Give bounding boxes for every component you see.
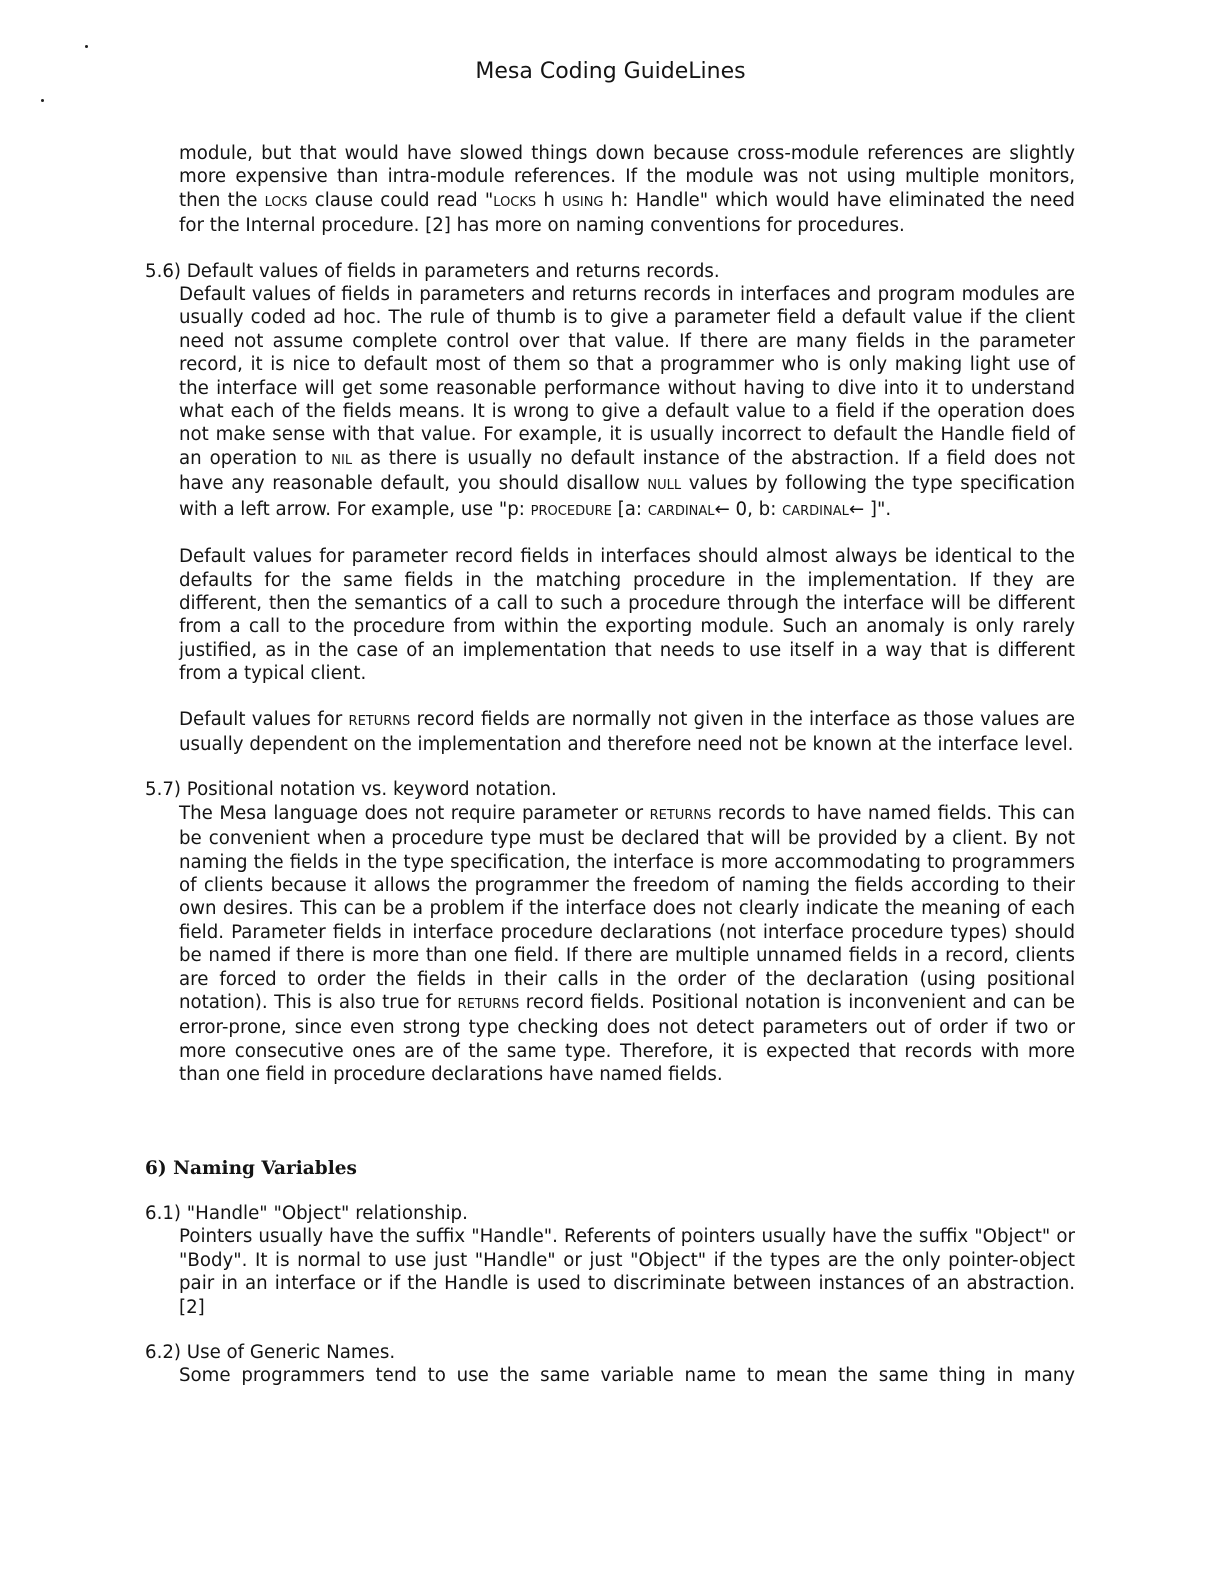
section-heading-5-7: 5.7) Positional notation vs. keyword notation. <box>145 779 557 801</box>
section-6 <box>145 1157 1075 1388</box>
intro-paragraph: module, but that would have slowed things down because cross-module references are slightly more expensive than intra-module references. If the module was not using multiple monitors, then the LOCKS clause could read "LOCKS h USING h: Handle" which would have eliminated the need for the Internal procedure. [2] has more on naming conventions for procedures. <box>179 143 1075 237</box>
section-heading-5-6: 5.6) Default values of fields in parameters and returns records. <box>145 260 720 282</box>
section-5-6-paragraph-1: Default values of fields in parameters and returns records in interfaces and program modules are usually coded ad hoc. The rule of thumb is to give a parameter field a default value if the client need not assume complete control over that value. If there are many fields in the parameter record, it is nice to default most of them so that a programmer who is only making light use of the interface will get some reasonable performance without having to dive into it to understand what each of the fields means. It is wrong to give a default value to a field if the operation does not make sense with that value. For example, it is usually incorrect to default the Handle field of an operation to NIL as there is usually no default instance of the abstraction. If a field does not have any reasonable default, you should disallow NULL values by following the type specification with a left arrow. For example, use "p: PROCEDURE [a: CARDINAL← 0, b: CARDINAL← ]". <box>179 284 1075 520</box>
section-heading-6: 6) Naming Variables <box>145 1157 357 1179</box>
section-5-6-paragraph-2: Default values for parameter record fields in interfaces should almost always be identical to the defaults for the same fields in the matching procedure in the implementation. If they are different, then the semantics of a call to such a procedure through the interface will be different from a call to the procedure from within the exporting module. Such an anomaly is only rarely justified, as in the case of an implementation that needs to use itself in a way that is different from a typical client. <box>179 546 1075 685</box>
section-6-1 <box>145 1202 1075 1319</box>
document-body <box>145 142 1075 1388</box>
section-heading-6-1: 6.1) "Handle" "Object" relationship. <box>145 1203 468 1225</box>
section-5-6-paragraph-3: Default values for RETURNS record fields are normally not given in the interface as those values are usually dependent on the implementation and therefore need not be known at the interface level. <box>179 708 1075 755</box>
section-6-2-paragraph: Some programmers tend to use the same variable name to mean the same thing in many <box>179 1365 1075 1387</box>
section-5-7-paragraph: The Mesa language does not require parameter or RETURNS records to have named fields. This can be convenient when a procedure type must be declared that will be provided by a client. By not naming the fields in the type specification, the interface is more accommodating to programmers of clients because it allows the programmer the freedom of naming the fields according to their own desires. This can be a problem if the interface does not clearly indicate the meaning of each field. Parameter fields in interface procedure declarations (not interface procedure types) should be named if there is more than one field. If there are multiple unnamed fields in a record, clients are forced to order the fields in their calls in the order of the declaration (using positional notation). This is also true for RETURNS record fields. Positional notation is inconvenient and can be error-prone, since even strong type checking does not detect parameters out of order if two or more consecutive ones are of the same type. Therefore, it is expected that records with more than one field in procedure declarations have named fields. <box>179 802 1075 1086</box>
section-5-6 <box>145 260 1075 757</box>
section-5-7 <box>145 778 1075 1086</box>
page-title: Mesa Coding GuideLines <box>475 59 746 84</box>
section-heading-6-2: 6.2) Use of Generic Names. <box>145 1342 396 1364</box>
section-6-2 <box>145 1341 1075 1388</box>
scan-speck <box>85 45 88 48</box>
scan-speck <box>41 99 44 102</box>
section-6-1-paragraph: Pointers usually have the suffix "Handle". Referents of pointers usually have the suffix "Object" or "Body". It is normal to use just "Handle" or just "Object" if the types are the only pointer-object pair in an interface or if the Handle is used to discriminate between instances of an abstraction. [2] <box>179 1226 1075 1318</box>
